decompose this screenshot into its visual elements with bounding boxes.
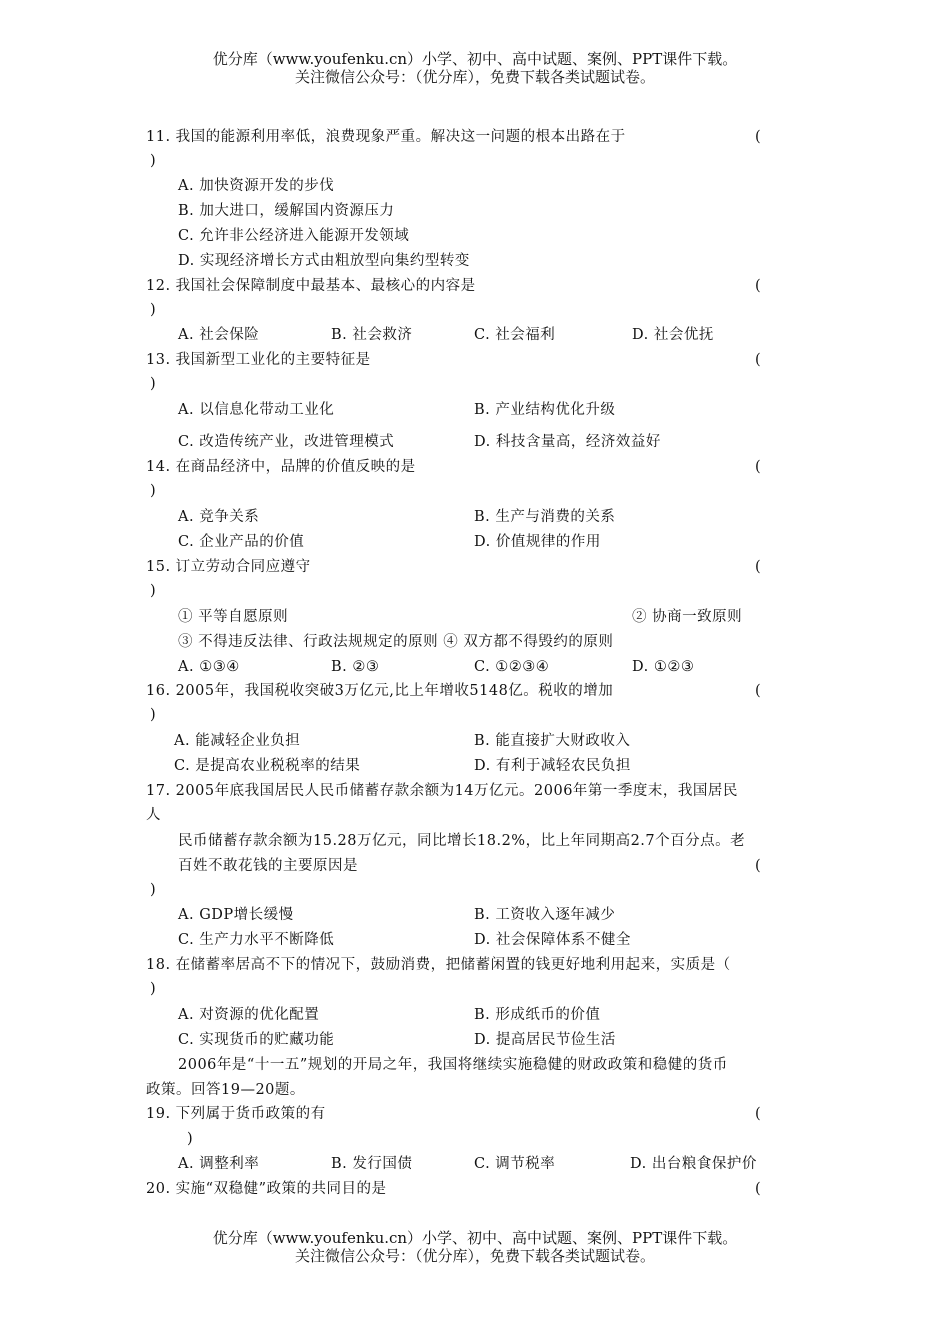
q15-stem: 15. 订立劳动合同应遵守 xyxy=(146,559,311,575)
q16-stem: 16. 2005年，我国税收突破3万亿元,比上年增收5148亿。税收的增加 xyxy=(146,683,614,699)
q17-option-b: B. 工资收入逐年减少 xyxy=(474,907,616,923)
q19-paren-close: ) xyxy=(187,1131,193,1147)
q17-stem-line3: 百姓不敢花钱的主要原因是 xyxy=(178,858,358,874)
q11-option-d: D. 实现经济增长方式由粗放型向集约型转变 xyxy=(178,253,470,269)
page-header-line1: 优分库（www.youfenku.cn）小学、初中、高中试题、案例、PPT课件下载。 xyxy=(212,50,738,68)
q16-option-b: B. 能直接扩大财政收入 xyxy=(474,733,631,749)
q17-option-a: A. GDP增长缓慢 xyxy=(178,907,294,923)
q11-paren-close: ) xyxy=(150,153,156,169)
q20-paren-open: ( xyxy=(755,1181,761,1197)
q11-paren-open: ( xyxy=(755,129,761,145)
q12-option-c: C. 社会福利 xyxy=(474,327,556,343)
q11-option-b: B. 加大进口，缓解国内资源压力 xyxy=(178,203,395,219)
q11-option-c: C. 允许非公经济进入能源开发领域 xyxy=(178,228,410,244)
q16-paren-open: ( xyxy=(755,683,761,699)
page-footer-line1: 优分库（www.youfenku.cn）小学、初中、高中试题、案例、PPT课件下载。 xyxy=(212,1229,738,1247)
q15-option-d: D. ①②③ xyxy=(632,659,695,675)
q15-paren-open: ( xyxy=(755,559,761,575)
q14-option-b: B. 生产与消费的关系 xyxy=(474,509,616,525)
q14-paren-open: ( xyxy=(755,459,761,475)
q11-option-a: A. 加快资源开发的步伐 xyxy=(178,178,335,194)
q15-paren-close: ) xyxy=(150,583,156,599)
q14-option-c: C. 企业产品的价值 xyxy=(178,534,305,550)
q18-option-d: D. 提高居民节俭生活 xyxy=(474,1032,616,1048)
q17-option-c: C. 生产力水平不断降低 xyxy=(178,932,335,948)
q15-item-1: ① 平等自愿原则 xyxy=(178,609,289,625)
page-footer-line2: 关注微信公众号：（优分库），免费下载各类试题试卷。 xyxy=(294,1247,655,1265)
q17-stem-line1: 17. 2005年底我国居民人民币储蓄存款余额为14万亿元。2006年第一季度末，我国居民 xyxy=(146,783,738,799)
q17-option-d: D. 社会保障体系不健全 xyxy=(474,932,631,948)
q12-paren-open: ( xyxy=(755,278,761,294)
q15-option-c: C. ①②③④ xyxy=(474,659,550,675)
q19-option-a: A. 调整利率 xyxy=(178,1156,260,1172)
q12-option-d: D. 社会优抚 xyxy=(632,327,714,343)
q16-option-a: A. 能减轻企业负担 xyxy=(174,733,301,749)
q12-option-a: A. 社会保险 xyxy=(178,327,260,343)
q17-paren-open: ( xyxy=(755,858,761,874)
q17-paren-close: ) xyxy=(150,882,156,898)
q19-paren-open: ( xyxy=(755,1106,761,1122)
material-line2: 政策。回答19—20题。 xyxy=(146,1082,305,1098)
q16-option-c: C. 是提高农业税税率的结果 xyxy=(174,758,361,774)
q18-option-c: C. 实现货币的贮藏功能 xyxy=(178,1032,335,1048)
q13-option-d: D. 科技含量高，经济效益好 xyxy=(474,434,661,450)
q18-option-a: A. 对资源的优化配置 xyxy=(178,1007,320,1023)
q17-stem-line1-wrap: 人 xyxy=(146,807,161,823)
q12-option-b: B. 社会救济 xyxy=(331,327,413,343)
q14-stem: 14. 在商品经济中，品牌的价值反映的是 xyxy=(146,459,416,475)
q15-option-b: B. ②③ xyxy=(331,659,380,675)
q14-option-a: A. 竞争关系 xyxy=(178,509,260,525)
q11-stem: 11. 我国的能源利用率低，浪费现象严重。解决这一问题的根本出路在于 xyxy=(146,129,626,145)
page-header-line2: 关注微信公众号：（优分库），免费下载各类试题试卷。 xyxy=(294,68,655,86)
q19-option-d: D. 出台粮食保护价 xyxy=(630,1156,757,1172)
q16-paren-close: ) xyxy=(150,707,156,723)
q17-stem-line2: 民币储蓄存款余额为15.28万亿元，同比增长18.2%，比上年同期高2.7个百分点。老 xyxy=(178,833,746,849)
q18-paren-close: ) xyxy=(150,981,156,997)
q19-option-b: B. 发行国债 xyxy=(331,1156,413,1172)
q13-paren-open: ( xyxy=(755,352,761,368)
q13-option-b: B. 产业结构优化升级 xyxy=(474,402,616,418)
q18-stem: 18. 在储蓄率居高不下的情况下，鼓励消费，把储蓄闲置的钱更好地利用起来，实质是（ xyxy=(146,957,731,973)
q12-stem: 12. 我国社会保障制度中最基本、最核心的内容是 xyxy=(146,278,476,294)
q13-option-a: A. 以信息化带动工业化 xyxy=(178,402,335,418)
q13-stem: 13. 我国新型工业化的主要特征是 xyxy=(146,352,371,368)
q12-paren-close: ) xyxy=(150,302,156,318)
q14-option-d: D. 价值规律的作用 xyxy=(474,534,601,550)
q13-option-c: C. 改造传统产业，改进管理模式 xyxy=(178,434,395,450)
q15-item-3-4: ③ 不得违反法律、行政法规规定的原则 ④ 双方都不得毁约的原则 xyxy=(178,634,614,650)
q15-item-2: ② 协商一致原则 xyxy=(632,609,743,625)
q19-stem: 19. 下列属于货币政策的有 xyxy=(146,1106,326,1122)
q19-option-c: C. 调节税率 xyxy=(474,1156,556,1172)
q13-paren-close: ) xyxy=(150,376,156,392)
q20-stem: 20. 实施“双稳健”政策的共同目的是 xyxy=(146,1181,387,1197)
material-line1: 2006年是“十一五”规划的开局之年，我国将继续实施稳健的财政政策和稳健的货币 xyxy=(178,1057,728,1073)
q15-option-a: A. ①③④ xyxy=(178,659,240,675)
q16-option-d: D. 有利于减轻农民负担 xyxy=(474,758,631,774)
q14-paren-close: ) xyxy=(150,483,156,499)
q18-option-b: B. 形成纸币的价值 xyxy=(474,1007,601,1023)
